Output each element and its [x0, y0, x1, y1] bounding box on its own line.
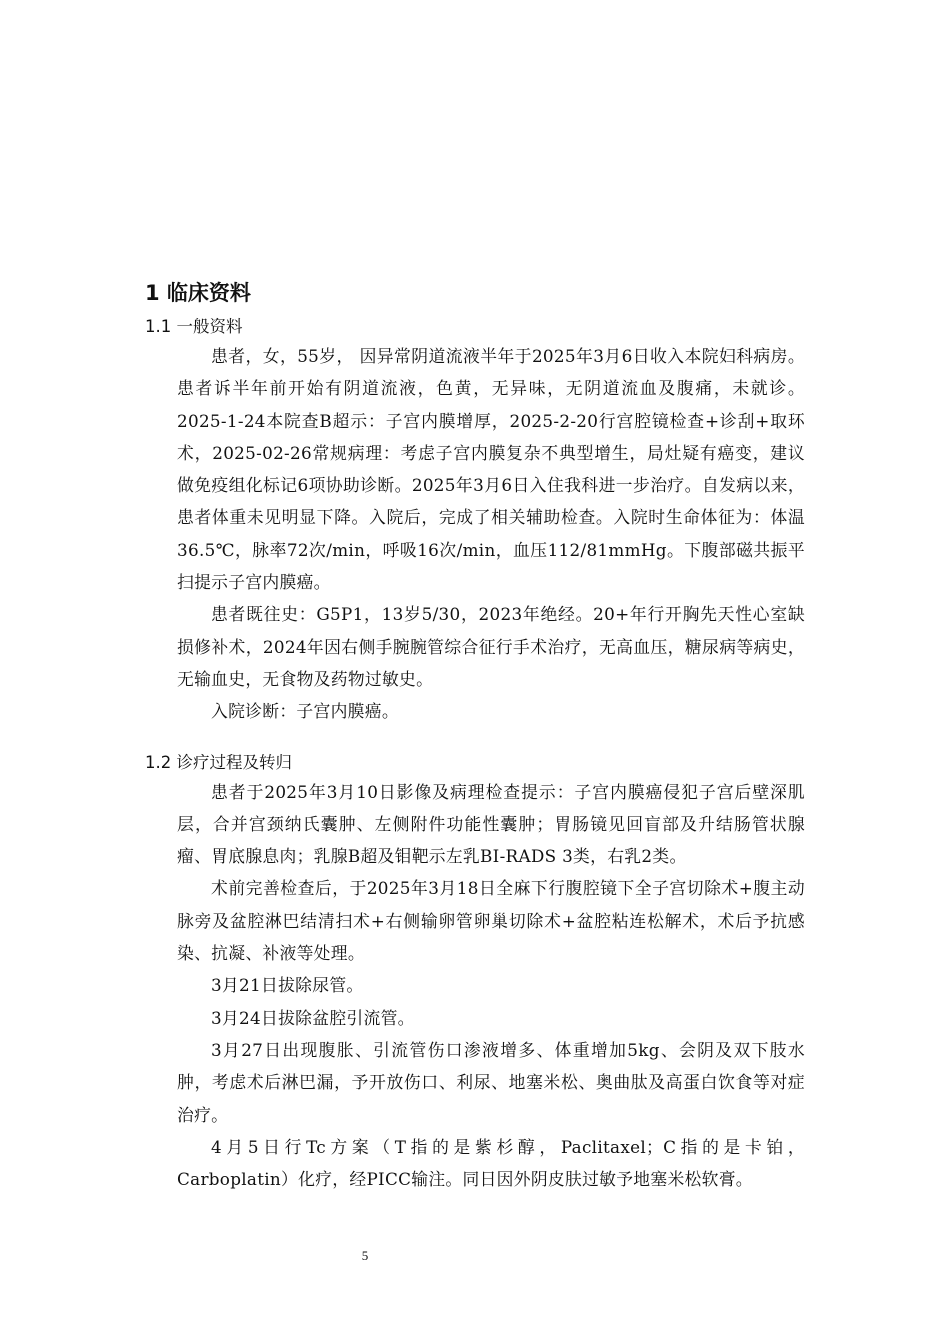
paragraph: 3月24日拔除盆腔引流管。 — [211, 1007, 415, 1028]
paragraph: 患者于2025年3月10日影像及病理检查提示：子宫内膜癌侵犯子宫后壁深肌层，合并宫颈纳氏囊肿、左侧附件功能性囊肿；胃肠镜见回盲部及升结肠管状腺瘤、胃底腺息肉；乳腺B超及钼靶示左乳BI-RADS 3类，右乳2类。 — [177, 781, 805, 867]
page-content — [145, 278, 815, 1195]
paragraph: 4月5日行Tc方案（T指的是紫杉醇，Paclitaxel；C指的是卡铂，Carboplatin）化疗，经PICC输注。同日因外阴皮肤过敏予地塞米松软膏。 — [177, 1136, 805, 1190]
paragraph: 患者既往史：G5P1，13岁5/30，2023年绝经。20+年行开胸先天性心室缺损修补术，2024年因右侧手腕腕管综合征行手术治疗，无高血压，糖尿病等病史，无输血史，无食物及药物过敏史。 — [177, 604, 805, 689]
paragraph: 入院诊断：子宫内膜癌。 — [211, 701, 399, 722]
section-heading: 1 临床资料 — [145, 281, 251, 305]
paragraph: 3月27日出现腹胀、引流管伤口渗液增多、体重增加5kg、会阴及双下肢水肿，考虑术后淋巴漏，予开放伤口、利尿、地塞米松、奥曲肽及高蛋白饮食等对症治疗。 — [177, 1039, 805, 1125]
paragraph: 患者，女，55岁， 因异常阴道流液半年于2025年3月6日收入本院妇科病房。患者诉半年前开始有阴道流液，色黄，无异味，无阴道流血及腹痛，未就诊。2025-1-24本院查B超示：子宫内膜增厚，2025-2-20行宫腔镜检查+诊刮+取环术，2025-02-26常规病理：考虑子宫内膜复杂不典型增生，局灶疑有癌变，建议做免疫组化标记6项协助诊断。2025年3月6日入住我科进一步治疗。自发病以来，患者体重未见明显下降。入院后，完成了相关辅助检查。入院时生命体征为：体温36.5℃，脉率72次/min，呼吸16次/min，血压112/81mmHg。下腹部磁共振平扫提示子宫内膜癌。 — [177, 346, 805, 593]
subsection-heading-treatment: 1.2 诊疗过程及转归 — [145, 752, 292, 772]
subsection-heading-general: 1.1 一般资料 — [145, 317, 243, 336]
paragraph: 术前完善检查后，于2025年3月18日全麻下行腹腔镜下全子宫切除术+腹主动脉旁及盆腔淋巴结清扫术+右侧输卵管卵巢切除术+盆腔粘连松解术，术后予抗感染、抗凝、补液等处理。 — [177, 878, 805, 964]
page-number: 5 — [361, 1248, 369, 1263]
paragraph: 3月21日拔除尿管。 — [211, 975, 364, 996]
